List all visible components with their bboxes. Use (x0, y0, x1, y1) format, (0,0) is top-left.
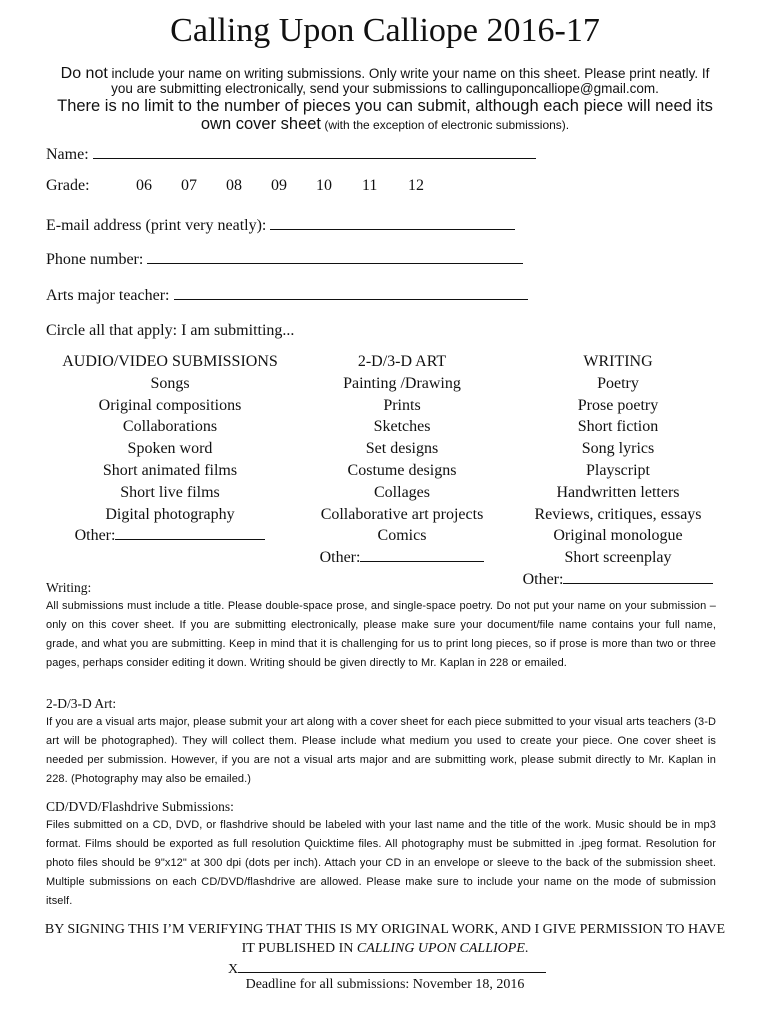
list-item[interactable]: Collages (374, 483, 430, 501)
art-heading: 2-D/3-D ART (357, 353, 447, 370)
email-input-line[interactable] (270, 213, 515, 230)
other-input-line[interactable] (563, 569, 713, 584)
list-item[interactable]: Short animated films (102, 461, 238, 479)
email-label: E-mail address (print very neatly): (46, 217, 267, 234)
grade-option-11[interactable]: 11 (362, 177, 378, 194)
list-item[interactable]: Costume designs (347, 461, 457, 479)
statement-end: . (524, 941, 529, 956)
writing-section-heading: Writing: (46, 580, 92, 595)
list-item[interactable]: Song lyrics (581, 440, 655, 458)
name-input-line[interactable] (93, 142, 536, 159)
other-input-line[interactable] (115, 525, 265, 540)
grade-option-06[interactable]: 06 (136, 177, 152, 194)
list-item[interactable]: Handwritten letters (556, 483, 680, 501)
phone-input-line[interactable] (147, 247, 523, 264)
deadline-note: Deadline for all submissions: November 18, 2016 (245, 977, 525, 992)
limit-exception: (with the exception of electronic submissions). (321, 118, 570, 132)
list-item[interactable]: Original compositions (98, 396, 242, 414)
grade-option-12[interactable]: 12 (408, 177, 424, 194)
list-item[interactable]: Playscript (586, 461, 650, 479)
art-section-heading: 2-D/3-D Art: (46, 696, 117, 711)
list-item[interactable]: Original monologue (553, 527, 683, 545)
list-item[interactable]: Short screenplay (564, 549, 672, 567)
other-label: Other: (74, 527, 116, 545)
list-item[interactable]: Set designs (365, 440, 439, 458)
list-item[interactable]: Collaborations (122, 418, 218, 436)
intro-instructions (50, 66, 720, 96)
list-item[interactable]: Painting /Drawing (343, 374, 461, 392)
phone-label: Phone number: (46, 251, 144, 268)
list-item[interactable]: Sketches (373, 418, 431, 436)
list-item[interactable]: Prose poetry (577, 396, 659, 414)
list-item[interactable]: Short live films (120, 483, 220, 501)
audio-video-column (46, 351, 294, 547)
teacher-label: Arts major teacher: (46, 287, 170, 304)
writing-other (512, 569, 724, 591)
teacher-field-row (46, 283, 528, 305)
list-item[interactable]: Digital photography (105, 505, 235, 523)
writing-section-body: All submissions must include a title. Please double-space prose, and single-space poetry. Do not put your name on your submission – only on this cover sheet. If you are submitting electronically, please make sure your document/file name contains your full name, grade, and what you are submitting. Keep in mind that it is challenging for us to print long pieces, so if prose is more than two or three pages, perhaps consider editing it down. Writing should be given directly to Mr. Kaplan in 228 or emailed. (46, 600, 716, 669)
other-label: Other: (319, 549, 361, 567)
art-other (304, 547, 500, 569)
intro-text: include your name on writing submissions. Only write your name on this sheet. Please print neatly. If you are submitting electronically, send your submissions to callinguponcalliope@gmail.com. (107, 66, 710, 96)
signature-input-line[interactable] (238, 958, 546, 973)
phone-field-row (46, 247, 523, 269)
list-item[interactable]: Spoken word (127, 440, 213, 458)
grade-field-row (46, 177, 466, 197)
signature-row (228, 958, 546, 978)
grade-option-10[interactable]: 10 (316, 177, 332, 194)
art-section-body: If you are a visual arts major, please submit your art along with a cover sheet for each piece submitted to your visual arts teachers (3-D art will be photographed). They will collect them. Please include what medium you used to create your piece. One cover sheet is needed per submission. However, if you are not a visual arts major and are submitting work, please submit directly to Mr. Kaplan in 228. (Photography may also be emailed.) (46, 716, 716, 785)
page-title: Calling Upon Calliope 2016-17 (170, 12, 600, 49)
cd-section-body: Files submitted on a CD, DVD, or flashdrive should be labeled with your last name and the title of the work. Music should be in mp3 format. Films should be exported as full resolution Quicktime files. All photography must be submitted in .jpeg format. Resolution for photo files should be 9"x12" at 300 dpi (dots per inch). Attach your CD in an envelope or sleeve to the back of the submission sheet. Multiple submissions on each CD/DVD/flashdrive are allowed. Please make sure to include your name on the mode of submission itself. (46, 819, 716, 907)
grade-label: Grade: (46, 177, 90, 194)
circle-instruction: Circle all that apply: I am submitting... (46, 322, 295, 339)
list-item[interactable]: Reviews, critiques, essays (534, 505, 702, 523)
list-item[interactable]: Comics (377, 527, 427, 545)
audio-video-other (46, 525, 294, 547)
publication-name: CALLING UPON CALLIOPE (356, 941, 525, 956)
list-item[interactable]: Songs (150, 374, 190, 392)
intro-limit-note (50, 97, 720, 134)
other-input-line[interactable] (360, 547, 484, 562)
cd-section-heading: CD/DVD/Flashdrive Submissions: (46, 799, 234, 814)
list-item[interactable]: Short fiction (577, 418, 659, 436)
list-item[interactable]: Collaborative art projects (320, 505, 484, 523)
other-label: Other: (522, 570, 564, 588)
art-column (304, 351, 500, 569)
name-field-row (46, 142, 536, 164)
signature-statement (40, 920, 730, 958)
name-label: Name: (46, 146, 89, 163)
teacher-input-line[interactable] (174, 283, 528, 300)
email-field-row (46, 213, 515, 235)
grade-option-08[interactable]: 08 (226, 177, 242, 194)
statement-text: BY SIGNING THIS I’M VERIFYING THAT THIS IS MY ORIGINAL WORK, AND I GIVE PERMISSION TO HAVE IT PUBLISHED IN (44, 922, 726, 956)
writing-column (512, 351, 724, 591)
intro-emphasis: Do not (60, 65, 108, 82)
signature-x-mark: X (228, 962, 239, 977)
list-item[interactable]: Poetry (597, 374, 639, 392)
list-item[interactable]: Prints (383, 396, 421, 414)
grade-option-07[interactable]: 07 (181, 177, 197, 194)
writing-heading: WRITING (583, 353, 653, 370)
audio-video-heading: AUDIO/VIDEO SUBMISSIONS (62, 353, 278, 370)
grade-option-09[interactable]: 09 (271, 177, 287, 194)
limit-text: There is no limit to the number of pieces you can submit, although each piece will need its own cover sheet (57, 97, 713, 133)
